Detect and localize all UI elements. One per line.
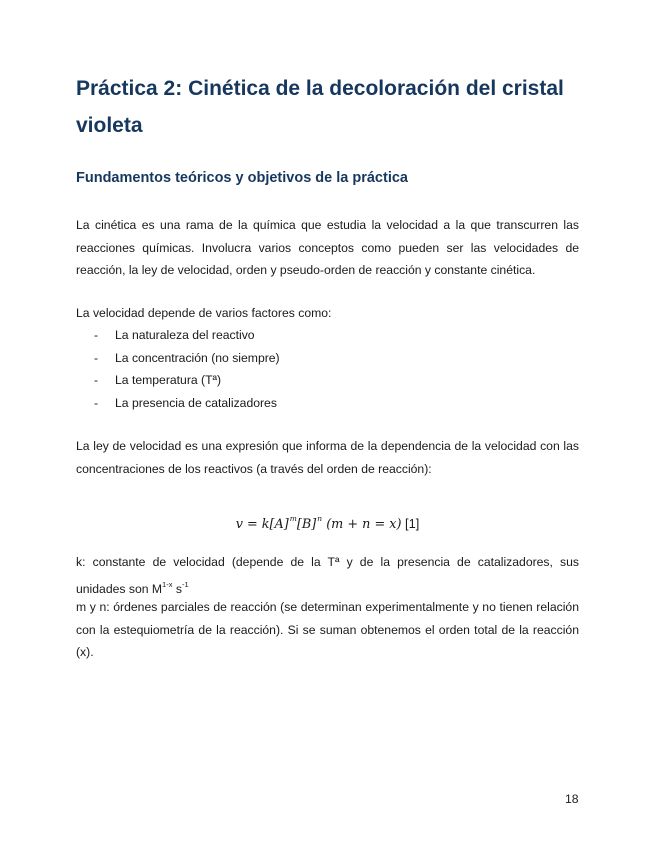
list-item: - La naturaleza del reactivo	[76, 324, 579, 347]
definition-mn: m y n: órdenes parciales de reacción (se determinan experimentalmente y no tienen relación con la estequiometría de la reacción). Si se suman obtenemos el orden total de la reacción (x).	[76, 600, 579, 659]
definition-k: k: constante de velocidad (depende de la Tª y de la presencia de catalizadores, sus unidades son $M^{1-x}$ $s^{-1}$	[76, 555, 579, 596]
list-item: - La concentración (no siempre)	[76, 347, 579, 370]
rate-law-formula: $v = k[A]^m[B]^n$ (m + n = x) [1]	[235, 514, 420, 532]
equation-reference: [1]	[401, 516, 420, 531]
list-dash: -	[94, 328, 99, 342]
factors-intro: La velocidad depende de varios factores como:	[76, 306, 332, 320]
list-dash: -	[94, 350, 99, 365]
list-item: - La temperatura (Tª)	[76, 369, 579, 392]
list-dash: -	[94, 395, 99, 410]
rate-law-paragraph: La ley de velocidad es una expresión que informa de la dependencia de la velocidad con las concentraciones de los reactivos (a través del orden de reacción):	[76, 439, 579, 476]
list-item: - La presencia de catalizadores	[76, 392, 579, 415]
intro-paragraph: La cinética es una rama de la química que estudia la velocidad a la que transcurren las reacciones químicas. Involucra varios conceptos como pueden ser las velocidades de reacción, la ley de velocidad, orden y pseudo-orden de reacción y constante cinética.	[76, 218, 579, 277]
page-title: Práctica 2: Cinética de la decoloración del cristal violeta	[76, 77, 564, 137]
list-dash: -	[94, 373, 99, 388]
page-number: 18	[565, 792, 579, 806]
factors-list	[76, 324, 579, 414]
section-heading: Fundamentos teóricos y objetivos de la práctica	[76, 170, 408, 186]
